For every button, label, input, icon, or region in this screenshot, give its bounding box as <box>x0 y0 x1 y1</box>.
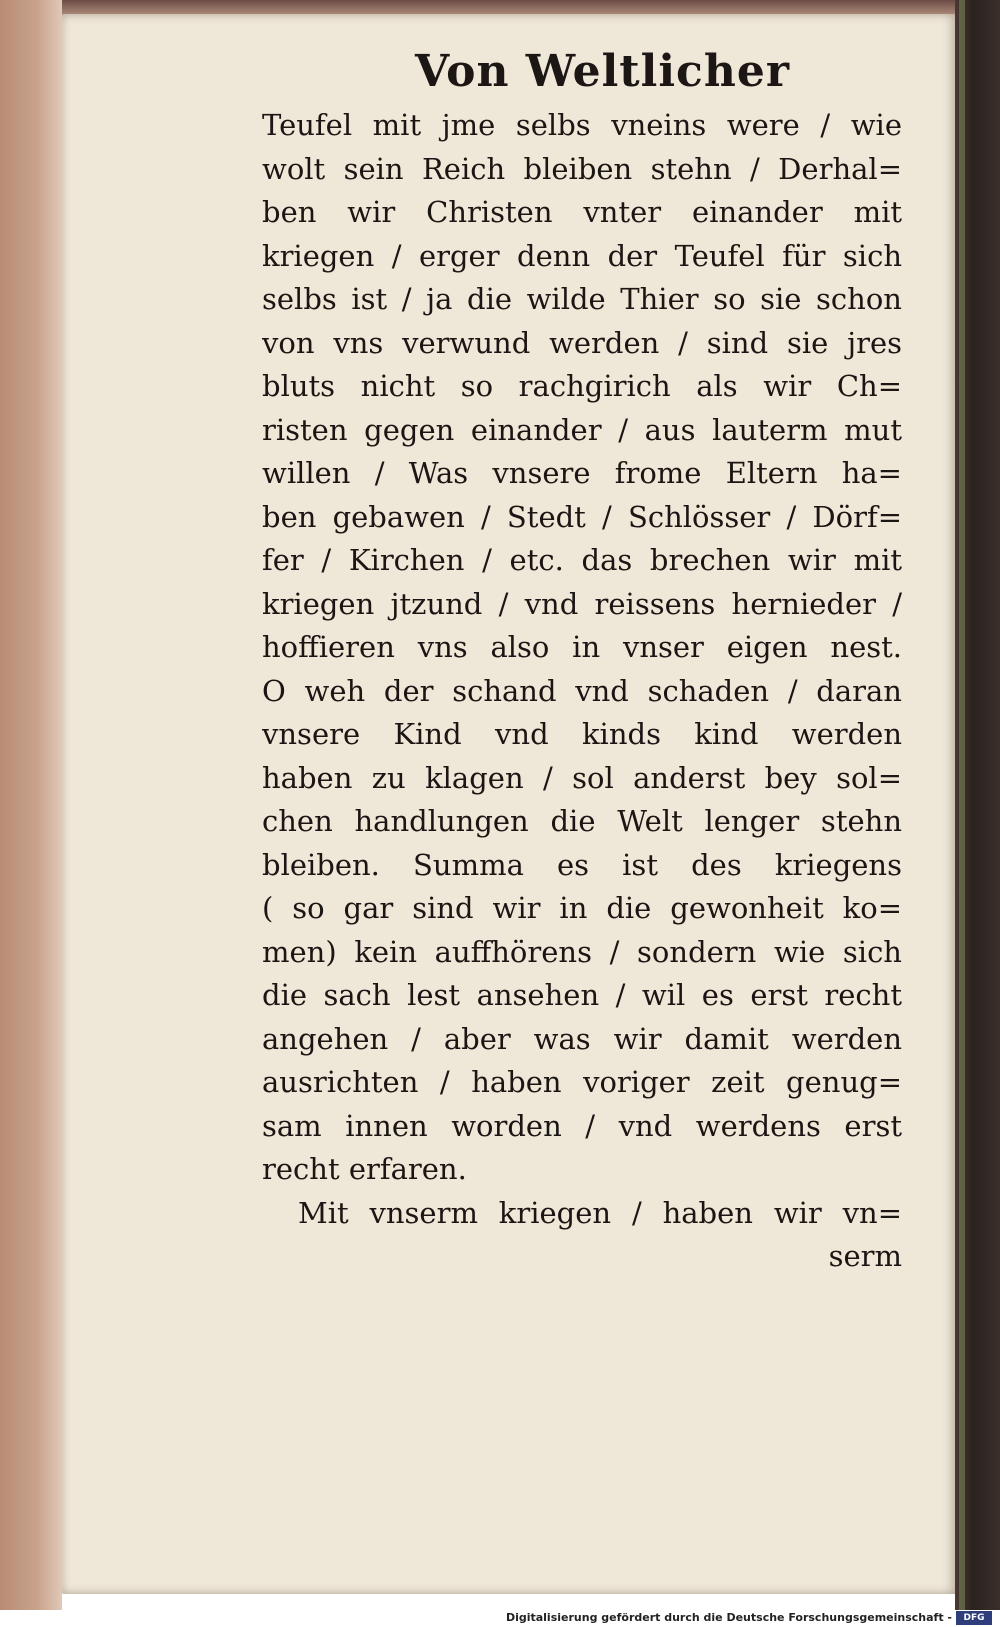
text-line: wolt sein Reich bleiben stehn / Derhal= <box>262 151 902 186</box>
digitization-footer <box>0 1610 1000 1627</box>
text-line: O weh der schand vnd schaden / daran <box>262 673 902 708</box>
text-line: von vns verwund werden / sind sie jres <box>262 325 902 360</box>
text-line: bleiben. Summa es ist des kriegens <box>262 847 902 882</box>
text-line: die sach lest ansehen / wil es erst recht <box>262 978 902 1012</box>
text-line: selbs ist / ja die wilde Thier so sie schon <box>262 282 902 316</box>
book-edge-right <box>955 0 1000 1610</box>
text-line: ausrichten / haben voriger zeit genug= <box>262 1065 902 1099</box>
text-line: risten gegen einander / aus lauterm mut <box>262 412 902 447</box>
text-line: ben gebawen / Stedt / Schlösser / Dörf= <box>262 499 902 534</box>
text-line: bluts nicht so rachgirich als wir Ch= <box>262 369 902 403</box>
text-line: sam innen worden / vnd werdens erst <box>262 1108 902 1143</box>
text-line: chen handlungen die Welt lenger stehn <box>262 804 902 838</box>
catchword: serm <box>828 1239 902 1273</box>
text-line: Teufel mit jme selbs vneins were / wie <box>262 108 902 142</box>
text-line: Mit vnserm kriegen / haben wir vn= <box>298 1195 902 1230</box>
body-text <box>262 104 902 1279</box>
text-line: kriegen jtzund / vnd reissens hernieder / <box>262 586 902 621</box>
text-line: ben wir Christen vnter einander mit <box>262 195 902 229</box>
text-line: ( so gar sind wir in die gewonheit ko= <box>262 891 902 925</box>
text-line: angehen / aber was wir damit werden <box>262 1021 902 1056</box>
running-head: Von Weltlicher <box>415 46 791 97</box>
footer-credit: Digitalisierung gefördert durch die Deutsche Forschungsgemeinschaft - <box>505 1611 952 1624</box>
text-line: recht erfaren. <box>262 1152 467 1186</box>
dfg-logo: DFG <box>956 1611 992 1625</box>
text-line: willen / Was vnsere frome Eltern ha= <box>262 456 902 490</box>
text-line: men) kein auffhörens / sondern wie sich <box>262 934 902 969</box>
text-line: kriegen / erger denn der Teufel für sich <box>262 238 902 273</box>
book-binding-left <box>0 0 62 1610</box>
text-line: haben zu klagen / sol anderst bey sol= <box>262 760 902 795</box>
text-line: fer / Kirchen / etc. das brechen wir mit <box>262 543 902 577</box>
text-line: hoffieren vns also in vnser eigen nest. <box>262 630 902 664</box>
book-edge-strip <box>959 0 965 1610</box>
text-line: vnsere Kind vnd kinds kind werden <box>262 717 902 751</box>
